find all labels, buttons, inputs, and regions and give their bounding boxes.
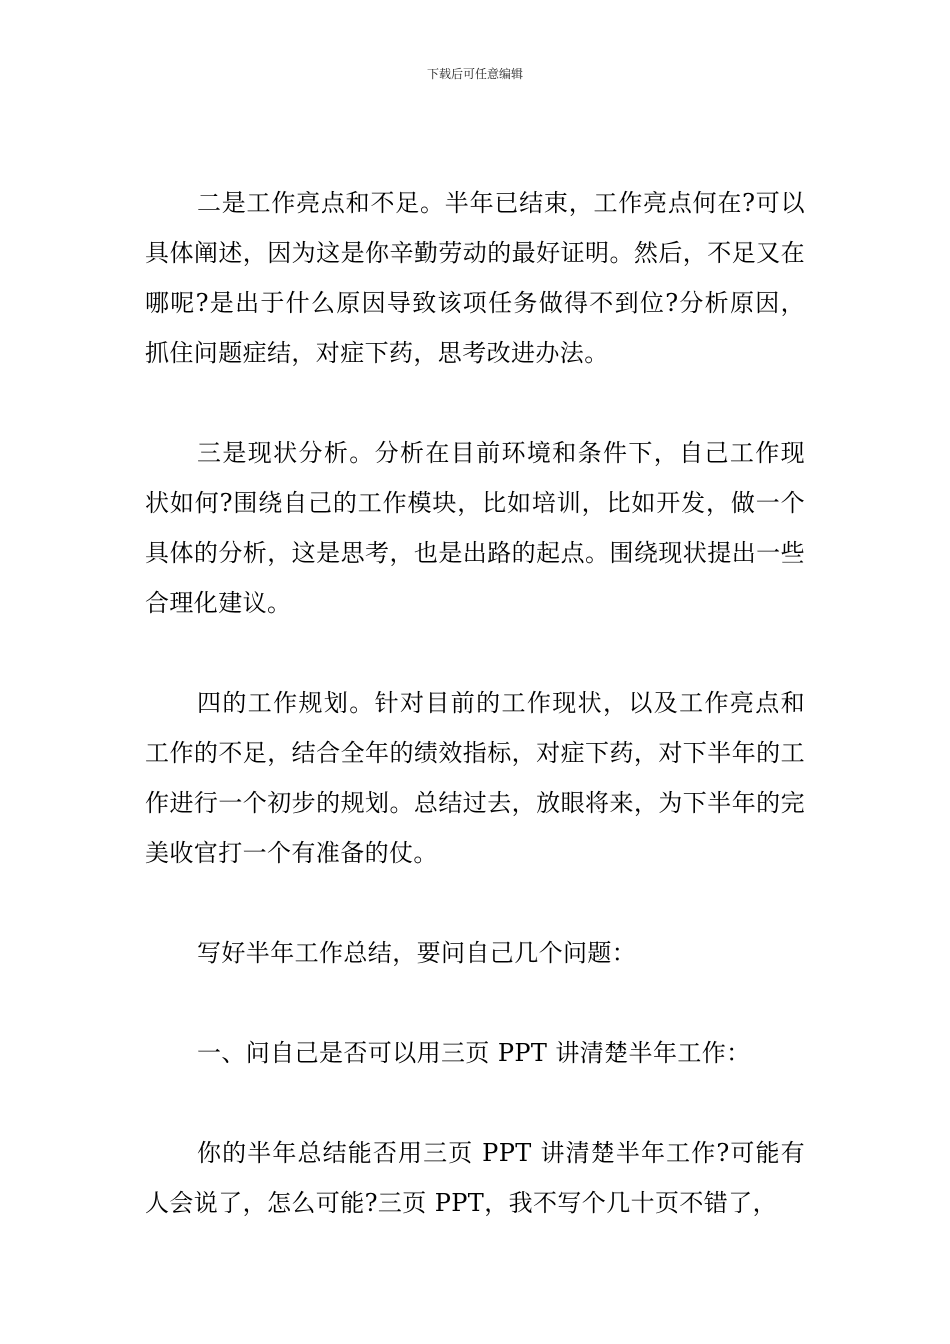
- paragraph-work-plan: 四的工作规划。针对目前的工作现状，以及工作亮点和工作的不足，结合全年的绩效指标，对症下药，对下半年的工作进行一个初步的规划。总结过去，放眼将来，为下半年的完美收官打一个有准备的仗。: [145, 689, 805, 867]
- paragraph-status-analysis: 三是现状分析。分析在目前环境和条件下，自己工作现状如何?围绕自己的工作模块，比如培训，比如开发，做一个具体的分析，这是思考，也是出路的起点。围绕现状提出一些合理化建议。: [145, 439, 805, 617]
- paragraph-highlights-shortcomings: 二是工作亮点和不足。半年已结束，工作亮点何在?可以具体阐述，因为这是你辛勤劳动的最好证明。然后，不足又在哪呢?是出于什么原因导致该项任务做得不到位?分析原因，抓住问题症结，对症下药，思考改进办法。: [145, 189, 805, 367]
- document-body: [145, 178, 805, 1278]
- page-header-note: 下载后可任意编辑: [426, 67, 523, 81]
- paragraph-ppt-discussion: 你的半年总结能否用三页 PPT 讲清楚半年工作?可能有人会说了，怎么可能?三页 PPT，我不写个几十页不错了，: [145, 1139, 805, 1217]
- paragraph-questions-intro: 写好半年工作总结，要问自己几个问题：: [197, 939, 637, 967]
- paragraph-question-one: 一、问自己是否可以用三页 PPT 讲清楚半年工作：: [197, 1039, 751, 1067]
